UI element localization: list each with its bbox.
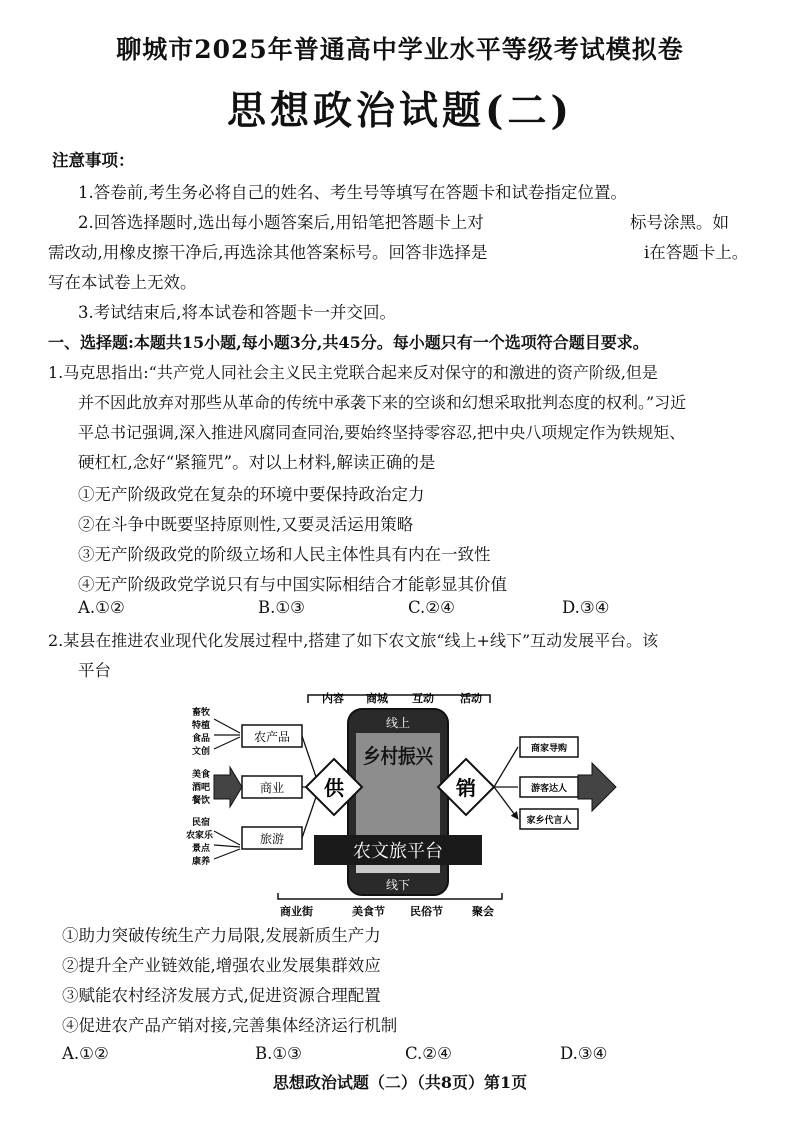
left-label-1-4: 文创 (192, 747, 211, 757)
top-label-1: 内容 (322, 692, 344, 705)
q2-item-1: ①助力突破传统生产力局限,发展新质生产力 (62, 926, 381, 945)
left-label-3-4: 康养 (192, 857, 211, 867)
q2-option-c: C.②④ (405, 1044, 452, 1063)
q1-option-b: B.①③ (258, 598, 305, 617)
right-big-arrow (578, 763, 616, 811)
left-big-arrow (214, 767, 242, 807)
sell-label: 销 (456, 776, 476, 800)
q1-stem-2: 并不因此放弃对那些从革命的传统中承袭下来的空谈和幻想采取批判态度的权利。”习近 (78, 393, 687, 412)
left-label-2-2: 酒吧 (192, 783, 211, 793)
q1-item-2: ②在斗争中既要坚持原则性,又要灵活运用策略 (78, 515, 414, 534)
q1-item-3: ③无产阶级政党的阶级立场和人民主体性具有内在一致性 (78, 545, 491, 564)
bottom-label-2: 美食节 (352, 905, 385, 918)
q1-stem-1: 1.马克思指出:“共产党人同社会主义民主党联合起来反对保守的和激进的资产阶级,但是 (48, 363, 658, 382)
box-hometown-ambassador-label: 家乡代言人 (526, 816, 572, 826)
notice-line-3b: i在答题卡上。 (644, 243, 749, 262)
q2-item-2: ②提升全产业链效能,增强农业发展集群效应 (62, 956, 381, 975)
left-label-1-3: 食品 (192, 734, 211, 744)
supply-label: 供 (324, 776, 344, 800)
box-tourism-label: 旅游 (259, 832, 285, 846)
exam-title: 聊城市2025年普通高中学业水平等级考试模拟卷 (116, 35, 684, 64)
left-label-2-1: 美食 (192, 770, 211, 780)
top-label-3: 互动 (412, 692, 434, 705)
q2-item-4: ④促进农产品产销对接,完善集体经济运行机制 (62, 1016, 398, 1035)
box-commerce-label: 商业 (259, 781, 285, 795)
agri-platform-diagram (180, 685, 620, 920)
section-1-heading: 一、选择题:本题共15小题,每小题3分,共45分。每小题只有一个选项符合题目要求。 (48, 333, 649, 352)
q1-stem-3: 平总书记强调,深入推进风腐同查同治,要始终坚持零容忍,把中央八项规定作为铁规矩、 (78, 423, 686, 442)
q1-option-a: A.①② (78, 598, 125, 617)
offline-label: 线下 (385, 878, 411, 892)
notice-heading: 注意事项： (52, 151, 135, 170)
q2-option-d: D.③④ (560, 1044, 608, 1063)
box-agri-products-label: 农产品 (253, 730, 291, 744)
q2-option-a: A.①② (62, 1044, 109, 1063)
notice-line-2b: 标号涂黑。如 (630, 213, 729, 232)
q1-option-c: C.②④ (408, 598, 455, 617)
notice-line-5: 3.考试结束后,将本试卷和答题卡一并交回。 (78, 303, 396, 322)
left-label-3-1: 民宿 (192, 818, 211, 828)
q2-item-3: ③赋能农村经济发展方式,促进资源合理配置 (62, 986, 381, 1005)
q1-item-1: ①无产阶级政党在复杂的环境中要保持政治定力 (78, 485, 425, 504)
q1-option-d: D.③④ (562, 598, 610, 617)
left-label-3-3: 景点 (192, 844, 211, 854)
notice-line-3a: 需改动,用橡皮擦干净后,再选涂其他答案标号。回答非选择是 (48, 243, 488, 262)
notice-line-4: 写在本试卷上无效。 (48, 273, 197, 292)
q1-stem-4: 硬杠杠,念好“紧箍咒”。对以上材料,解读正确的是 (78, 453, 436, 472)
q2-stem-2: 平台 (78, 661, 111, 680)
left-label-2-3: 餐饮 (192, 796, 211, 806)
bottom-label-4: 聚会 (472, 905, 494, 918)
notice-line-2a: 2.回答选择题时,选出每小题答案后,用铅笔把答题卡上对 (78, 213, 484, 232)
top-label-4: 活动 (460, 692, 482, 705)
notice-line-1: 1.答卷前,考生务必将自己的姓名、考生号等填写在答题卡和试卷指定位置。 (78, 183, 627, 202)
left-label-1-2: 特植 (192, 721, 211, 731)
page-footer: 思想政治试题（二）（共8页）第1页 (272, 1073, 528, 1092)
box-merchant-guide-label: 商家导购 (530, 744, 568, 754)
exam-subtitle: 思想政治试题(二) (227, 88, 573, 134)
bottom-label-3: 民俗节 (410, 905, 443, 918)
left-label-3-2: 农家乐 (186, 831, 214, 841)
q1-item-4: ④无产阶级政党学说只有与中国实际相结合才能彰显其价值 (78, 575, 507, 594)
left-label-1-1: 畜牧 (192, 708, 211, 718)
q2-option-b: B.①③ (255, 1044, 302, 1063)
phone-slogan: 乡村振兴 (363, 744, 434, 768)
box-tourist-influencer-label: 游客达人 (530, 784, 568, 794)
q2-stem-1: 2.某县在推进农业现代化发展过程中,搭建了如下农文旅“线上+线下”互动发展平台。该 (48, 631, 659, 650)
platform-label: 农文旅平台 (353, 841, 443, 862)
online-label: 线上 (385, 716, 411, 730)
bottom-label-1: 商业街 (280, 905, 313, 918)
top-label-2: 商城 (366, 692, 388, 705)
